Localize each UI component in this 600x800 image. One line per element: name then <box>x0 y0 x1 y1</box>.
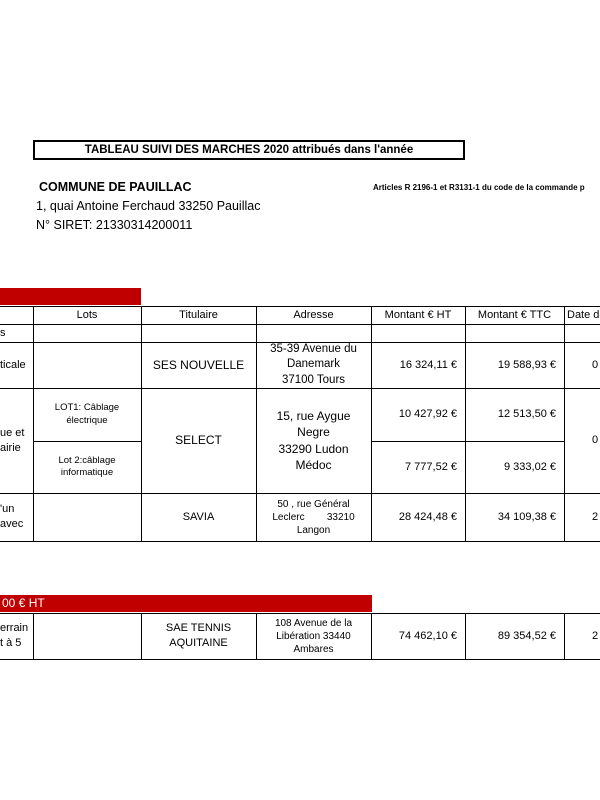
row2-montant-ht-lot2: 7 777,52 € <box>405 460 457 473</box>
row1-adresse: 35-39 Avenue du Danemark 37100 Tours <box>270 342 357 386</box>
row4-titulaire: SAE TENNIS AQUITAINE <box>165 622 232 649</box>
commune-siret: N° SIRET: 21330314200011 <box>36 218 193 232</box>
column-header-montant-ht: Montant € HT <box>384 308 452 321</box>
commune-name: COMMUNE DE PAUILLAC <box>39 180 192 194</box>
row1-objet: ticale <box>0 358 26 371</box>
row1-montant-ttc: 19 588,93 € <box>497 358 556 371</box>
row1-titulaire: SES NOUVELLE <box>152 357 245 372</box>
row2-montant-ttc-lot2: 9 333,02 € <box>504 460 556 473</box>
row2-date: 0 <box>591 434 599 447</box>
row3-date: 2 <box>591 510 599 523</box>
row4-date: 2 <box>591 629 599 642</box>
row3-adresse: 50 , rue Général Leclerc 33210 Langon <box>272 498 355 536</box>
articles-reference: Articles R 2196-1 et R3131-1 du code de la commande p <box>373 183 585 192</box>
row2-lot1: LOT1: Câblage électrique <box>54 402 120 426</box>
row3-montant-ht: 28 424,48 € <box>398 510 457 523</box>
column-header-adresse: Adresse <box>293 308 334 321</box>
row2-objet: ue et airie <box>0 426 25 454</box>
row4-objet: errain t à 5 <box>0 622 29 649</box>
document-title: TABLEAU SUIVI DES MARCHES 2020 attribués dans l'année <box>33 140 465 160</box>
row4-montant-ht: 74 462,10 € <box>398 629 457 642</box>
section-2-bar: 00 € HT <box>0 595 372 612</box>
row3-titulaire: SAVIA <box>182 510 215 523</box>
row4-montant-ttc: 89 354,52 € <box>497 629 556 642</box>
column-header-date: Date d <box>567 308 600 321</box>
row2-montant-ttc-lot1: 12 513,50 € <box>497 408 556 421</box>
row2-titulaire: SELECT <box>175 433 222 448</box>
column-header-titulaire: Titulaire <box>179 308 218 321</box>
row3-objet: 'un avec <box>0 503 24 530</box>
row2-lot2: Lot 2:câblage informatique <box>58 454 116 478</box>
column-header-lots: Lots <box>76 308 98 321</box>
row2-montant-ht-lot1: 10 427,92 € <box>398 408 457 421</box>
row4-adresse: 108 Avenue de la Libération 33440 Ambares <box>274 617 353 655</box>
column-header-montant-ttc: Montant € TTC <box>477 308 552 321</box>
subheader-objet: s <box>0 326 6 339</box>
row1-date: 0 <box>591 358 599 371</box>
section-1-bar <box>0 288 141 305</box>
row1-montant-ht: 16 324,11 € <box>399 358 457 371</box>
row3-montant-ttc: 34 109,38 € <box>497 510 556 523</box>
commune-address: 1, quai Antoine Ferchaud 33250 Pauillac <box>36 199 261 213</box>
row2-adresse: 15, rue Aygue Negre 33290 Ludon Médoc <box>276 409 351 472</box>
